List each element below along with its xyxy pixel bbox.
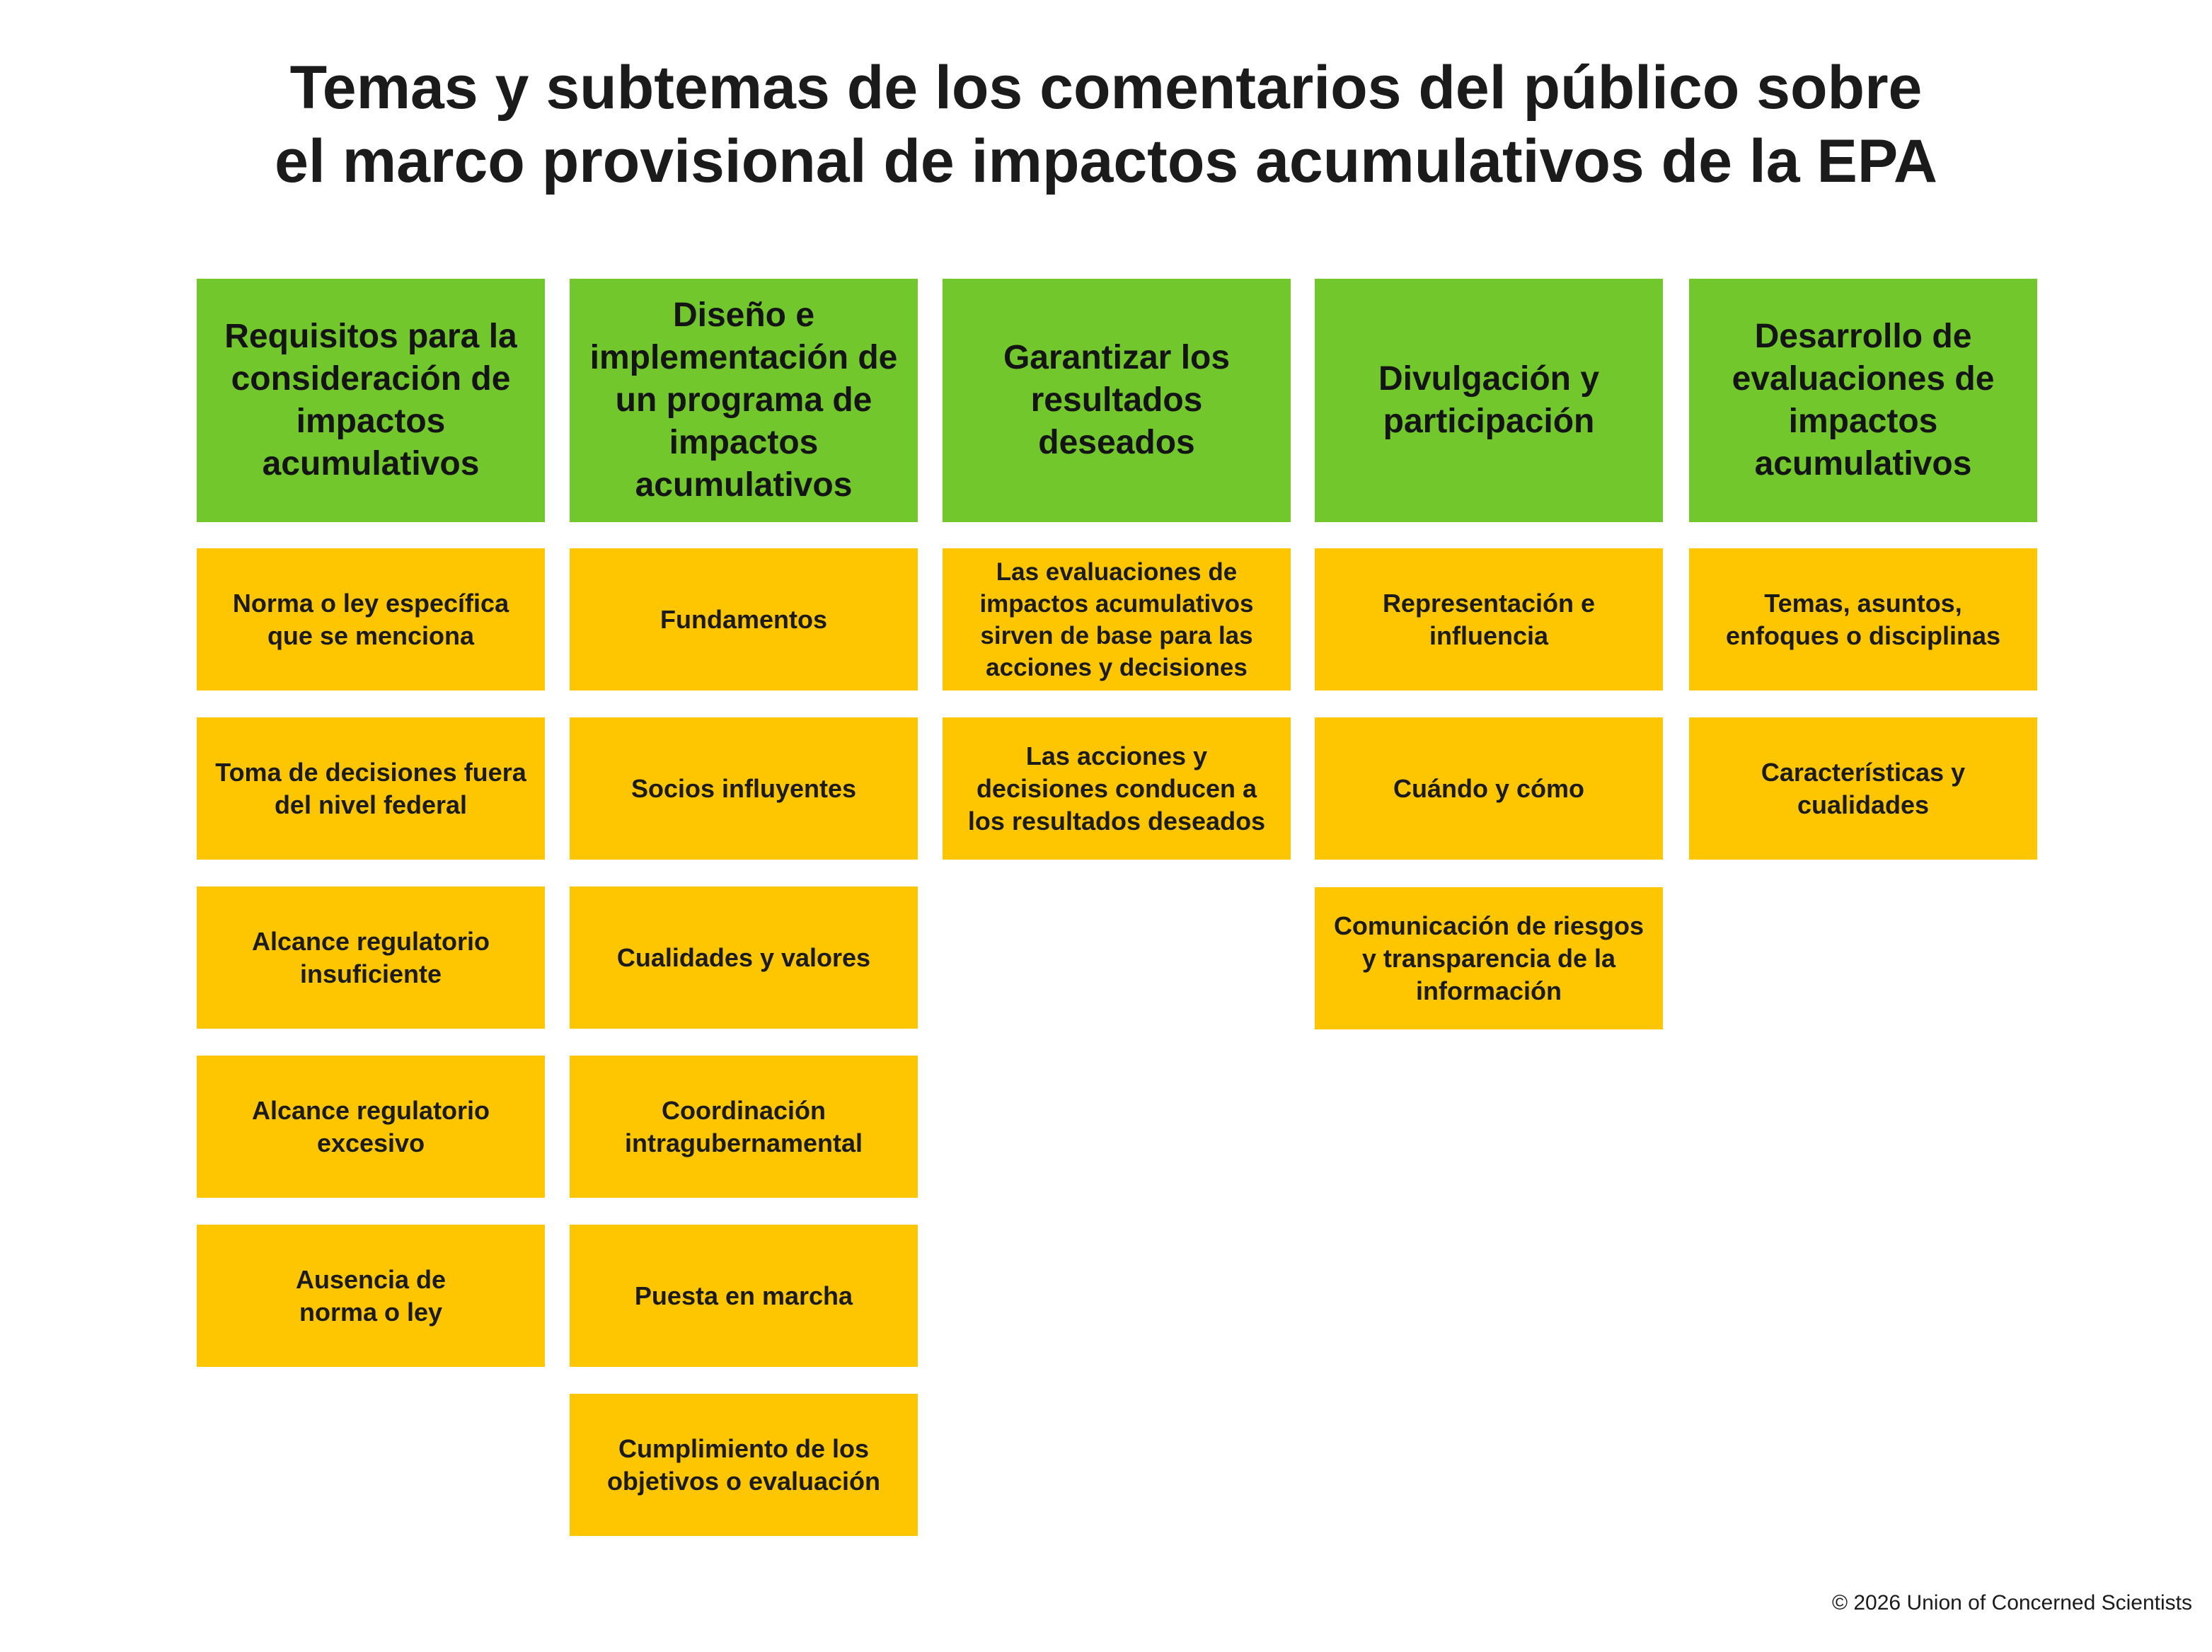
subtopic-box: Cualidades y valores	[570, 886, 918, 1029]
subtopic-box: Cumplimiento de los objetivos o evaluación	[570, 1394, 918, 1536]
topic-header: Garantizar los resultados deseados	[943, 279, 1291, 522]
subtopic-box: Toma de decisiones fuera del nivel federal	[197, 717, 545, 860]
title-line-1: Temas y subtemas de los comentarios del público sobre	[289, 54, 1923, 122]
subtopic-box: Ausencia de norma o ley	[197, 1225, 545, 1367]
subtopic-box: Las evaluaciones de impactos acumulativos sirven de base para las acciones y decisiones	[943, 548, 1291, 691]
copyright-credit: © 2026 Union of Concerned Scientists	[1831, 1591, 2192, 1615]
topic-header: Desarrollo de evaluaciones de impactos acumulativos	[1689, 279, 2037, 522]
subtopic-box: Norma o ley específica que se menciona	[197, 548, 545, 691]
subtopic-box: Alcance regulatorio insuficiente	[197, 886, 545, 1029]
subtopic-box: Puesta en marcha	[570, 1225, 918, 1367]
topic-header: Divulgación y participación	[1315, 279, 1663, 522]
topic-header: Requisitos para la consideración de impactos acumulativos	[197, 279, 545, 522]
subtopic-box: Características y cualidades	[1689, 717, 2037, 860]
topic-header: Diseño e implementación de un programa de impactos acumulativos	[570, 279, 918, 522]
title-line-2: el marco provisional de impactos acumulativos de la EPA	[275, 127, 1937, 195]
subtopic-box: Alcance regulatorio excesivo	[197, 1056, 545, 1198]
subtopic-box: Las acciones y decisiones conducen a los resultados deseados	[943, 717, 1291, 860]
topic-columns	[197, 279, 2039, 1552]
subtopic-box: Coordinación intragubernamental	[570, 1056, 918, 1198]
subtopic-box: Representación e influencia	[1315, 548, 1663, 691]
subtopic-box: Temas, asuntos, enfoques o disciplinas	[1689, 548, 2037, 691]
subtopic-box: Comunicación de riesgos y transparencia de la información	[1315, 887, 1663, 1029]
subtopic-box: Fundamentos	[570, 548, 918, 691]
subtopic-box: Cuándo y cómo	[1315, 717, 1663, 860]
subtopic-box: Socios influyentes	[570, 717, 918, 860]
chart-title	[0, 51, 2212, 198]
